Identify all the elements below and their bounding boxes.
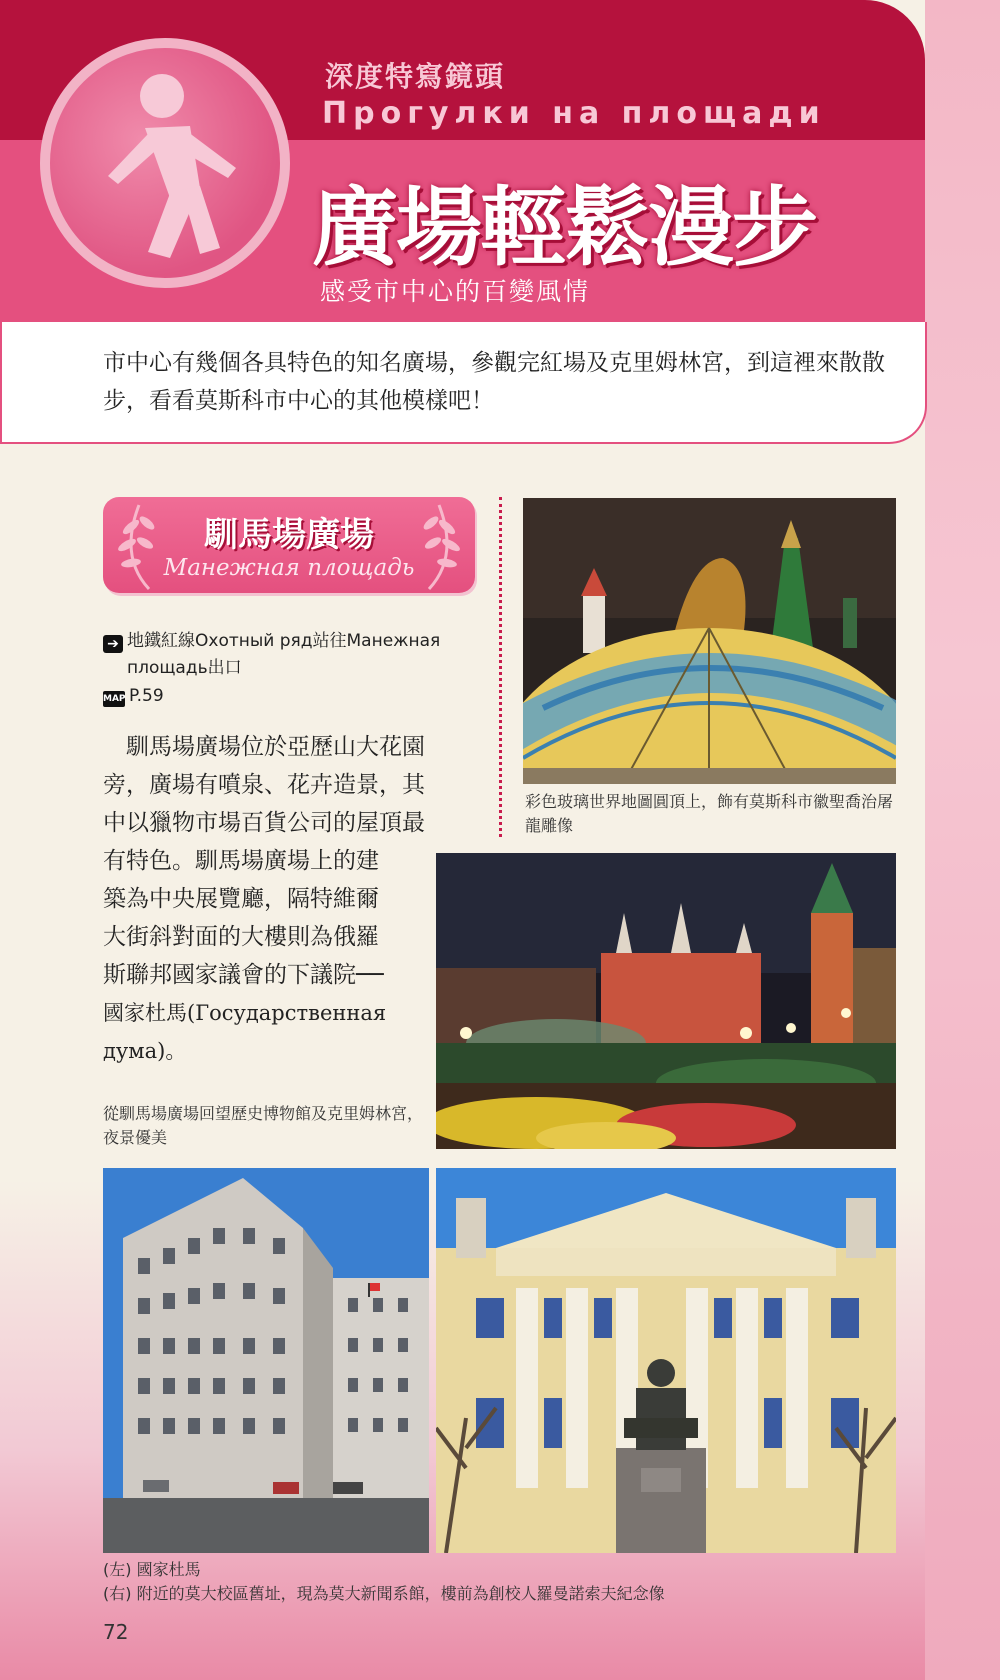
map-icon: MAP xyxy=(103,691,125,707)
map-reference xyxy=(103,686,164,707)
access-line-2: площадь出口 xyxy=(127,658,242,678)
body-line-3: 中以獵物市場百貨公司的屋頂最 xyxy=(103,810,425,836)
night-square-photo xyxy=(436,853,896,1149)
page-subtitle: 感受市中心的百變風情 xyxy=(320,277,591,306)
section-title-russian: Манежная площадь xyxy=(163,555,415,581)
body-line-4: 有特色。馴馬場廣場上的建 xyxy=(103,848,379,874)
intro-text: 市中心有幾個各具特色的知名廣場，參觀完紅場及克里姆林宮，到這裡來散散步，看看莫斯科市中心的其他模樣吧！ xyxy=(103,350,885,414)
page-title: 廣場輕鬆漫步 xyxy=(312,178,816,278)
body-line-2: 旁，廣場有噴泉、花卉造景，其 xyxy=(103,772,425,798)
map-page: P.59 xyxy=(129,686,164,706)
dome-caption: 彩色玻璃世界地圖圓頂上，飾有莫斯科市徽聖喬治屠龍雕像 xyxy=(525,792,894,835)
university-photo xyxy=(436,1168,896,1553)
body-line-6: 大街斜對面的大樓則為俄羅 xyxy=(103,924,379,950)
body-line-8: 國家杜馬(Государственная xyxy=(103,1001,387,1025)
kicker-chinese: 深度特寫鏡頭 xyxy=(325,60,506,93)
dome-photo xyxy=(523,498,896,784)
section-title-chinese: 馴馬場廣場 xyxy=(204,515,374,555)
access-line-1: 地鐵紅線Охотный ряд站往Манежная xyxy=(127,631,441,651)
page-number: 72 xyxy=(103,1620,129,1644)
duma-photo xyxy=(103,1168,429,1553)
body-line-7: 斯聯邦國家議會的下議院── xyxy=(103,962,384,988)
bottom-left-caption: (左) 國家杜馬 xyxy=(103,1560,201,1579)
night-caption: 從馴馬場廣場回望歷史博物館及克里姆林宮，夜景優美 xyxy=(103,1104,424,1147)
kicker-russian: Прогулки на площади xyxy=(322,96,826,131)
page-edge-decoration xyxy=(925,0,1000,1680)
body-line-1: 馴馬場廣場位於亞歷山大花園 xyxy=(103,734,425,760)
bottom-right-caption: (右) 附近的莫大校區舊址，現為莫大新聞系館，樓前為創校人羅曼諾索夫紀念像 xyxy=(103,1584,665,1603)
page-header xyxy=(0,0,925,442)
body-line-5: 築為中央展覽廳，隔特維爾 xyxy=(103,886,379,912)
arrow-right-icon: ➔ xyxy=(103,635,123,653)
column-divider xyxy=(499,497,502,837)
section-label xyxy=(103,497,475,593)
walking-person-icon xyxy=(40,38,290,288)
access-info xyxy=(103,626,440,653)
body-line-9: дума)。 xyxy=(103,1039,187,1063)
